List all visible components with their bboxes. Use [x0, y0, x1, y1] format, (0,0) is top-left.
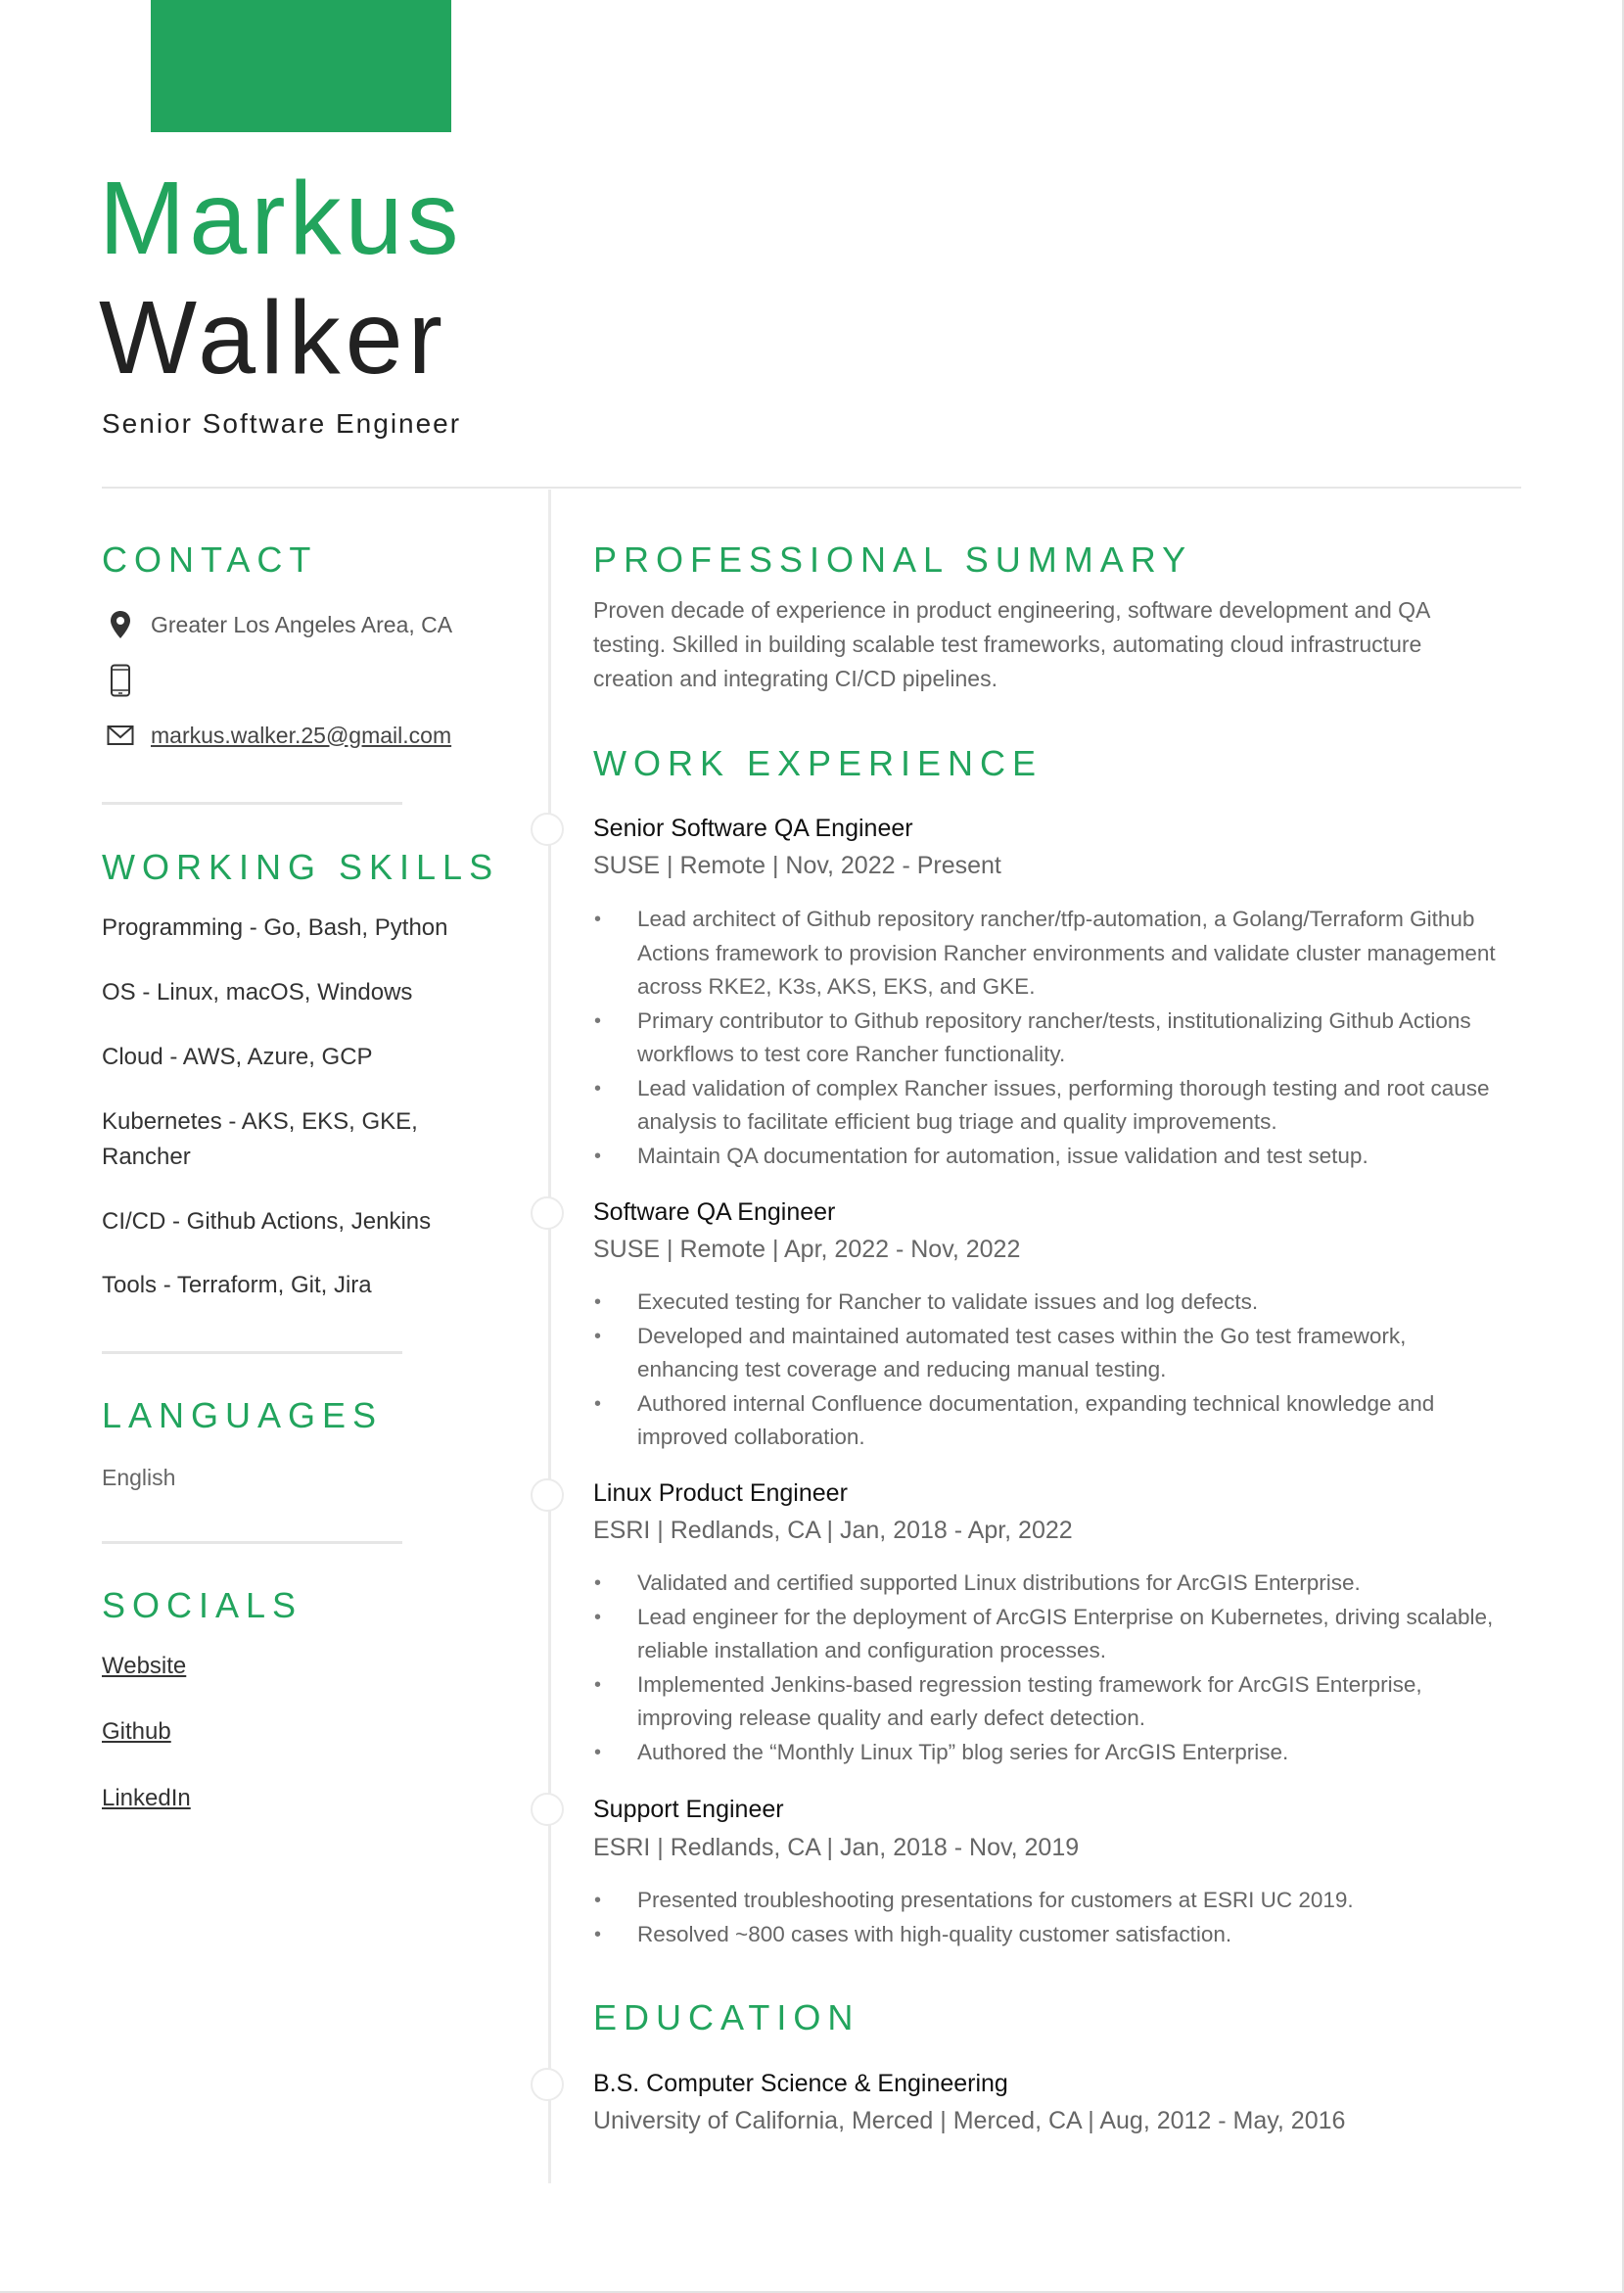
bullet-item: • Implemented Jenkins-based regression testing framework for ArcGIS Enterprise, improving release quality and early defect detection. — [637, 1668, 1504, 1736]
first-name: Markus — [99, 161, 463, 276]
last-name: Walker — [99, 280, 447, 396]
bullet-item: • Presented troubleshooting presentations for customers at ESRI UC 2019. — [637, 1884, 1504, 1918]
header-divider — [102, 487, 1521, 489]
contact-phone — [102, 664, 151, 697]
job-bullets — [593, 1567, 1504, 1769]
bullet-item: • Authored internal Confluence documentation, expanding technical knowledge and improved collaboration. — [637, 1387, 1504, 1455]
job-title: Senior Software QA Engineer — [593, 815, 913, 842]
sidebar-divider — [102, 1541, 402, 1544]
job-meta: ESRI | Redlands, CA | Jan, 2018 - Apr, 2022 — [593, 1517, 1073, 1544]
job-title: Linux Product Engineer — [593, 1479, 848, 1507]
bullet-item: • Maintain QA documentation for automation, issue validation and test setup. — [637, 1140, 1504, 1174]
job-meta: ESRI | Redlands, CA | Jan, 2018 - Nov, 2019 — [593, 1834, 1080, 1861]
timeline-node — [531, 813, 564, 846]
bullet-item: • Authored the “Monthly Linux Tip” blog series for ArcGIS Enterprise. — [637, 1736, 1504, 1770]
education-meta: University of California, Merced | Merced, CA | Aug, 2012 - May, 2016 — [593, 2107, 1346, 2134]
website-link[interactable]: Website — [102, 1653, 187, 1679]
bullet-item: • Executed testing for Rancher to validate issues and log defects. — [637, 1286, 1504, 1320]
languages-heading: LANGUAGES — [102, 1395, 384, 1435]
email-link[interactable]: markus.walker.25@gmail.com — [151, 722, 452, 748]
timeline-node — [531, 2068, 564, 2101]
job-bullets — [593, 1286, 1504, 1455]
education-heading: EDUCATION — [593, 1997, 860, 2037]
socials-heading: SOCIALS — [102, 1585, 303, 1625]
bullet-item: • Primary contributor to Github repository rancher/tests, institutionalizing Github Actions workflows to test core Rancher functionality. — [637, 1005, 1504, 1072]
job-title: Software QA Engineer — [593, 1198, 836, 1226]
sidebar-divider — [102, 802, 402, 805]
timeline-node — [531, 1478, 564, 1512]
bullet-item: • Lead validation of complex Rancher issues, performing thorough testing and root cause analysis to facilitate efficient bug triage and quality improvements. — [637, 1072, 1504, 1140]
location-text: Greater Los Angeles Area, CA — [151, 611, 453, 637]
language-item: English — [102, 1465, 176, 1490]
contact-email — [102, 719, 451, 752]
phone-icon — [102, 664, 139, 697]
job-bullets — [593, 1884, 1504, 1951]
sidebar-divider — [102, 1351, 402, 1354]
skill-item: OS - Linux, macOS, Windows — [102, 979, 413, 1006]
bullet-item: • Lead architect of Github repository rancher/tfp-automation, a Golang/Terraform Github Actions framework to provision Rancher environments and validate cluster management across RKE2, K3s, AKS, EKS, and GKE. — [637, 903, 1504, 1005]
bullet-item: • Resolved ~800 cases with high-quality customer satisfaction. — [637, 1918, 1504, 1952]
experience-heading: WORK EXPERIENCE — [593, 743, 1044, 783]
job-bullets — [593, 903, 1504, 1173]
contact-location — [102, 608, 452, 641]
contact-heading: CONTACT — [102, 539, 318, 580]
timeline-line — [548, 490, 551, 2183]
degree-title: B.S. Computer Science & Engineering — [593, 2070, 1008, 2097]
bullet-item: • Developed and maintained automated test cases within the Go test framework, enhancing test coverage and reducing manual testing. — [637, 1320, 1504, 1387]
summary-heading: PROFESSIONAL SUMMARY — [593, 539, 1193, 580]
envelope-icon — [102, 719, 139, 752]
job-title: Senior Software Engineer — [102, 408, 462, 439]
job-title: Support Engineer — [593, 1796, 784, 1823]
map-pin-icon — [102, 608, 139, 641]
bullet-item: • Lead engineer for the deployment of ArcGIS Enterprise on Kubernetes, driving scalable, reliable installation and configuration processes. — [637, 1601, 1504, 1668]
skills-heading: WORKING SKILLS — [102, 847, 500, 887]
job-meta: SUSE | Remote | Nov, 2022 - Present — [593, 852, 1001, 879]
skill-item: Kubernetes - AKS, EKS, GKE, Rancher — [102, 1108, 418, 1170]
timeline-node — [531, 1196, 564, 1230]
skill-item: CI/CD - Github Actions, Jenkins — [102, 1208, 432, 1235]
timeline-node — [531, 1793, 564, 1826]
skill-item: Programming - Go, Bash, Python — [102, 914, 448, 941]
summary-text: Proven decade of experience in product engineering, software development and QA testing. Skilled in building scalable test frameworks, automating cloud infrastructure creation and integrating CI/CD pipelines. — [593, 597, 1430, 691]
bullet-item: • Validated and certified supported Linux distributions for ArcGIS Enterprise. — [637, 1567, 1504, 1601]
skill-item: Tools - Terraform, Git, Jira — [102, 1272, 372, 1298]
skill-item: Cloud - AWS, Azure, GCP — [102, 1044, 373, 1070]
accent-block — [151, 0, 451, 132]
job-meta: SUSE | Remote | Apr, 2022 - Nov, 2022 — [593, 1236, 1021, 1263]
github-link[interactable]: Github — [102, 1718, 171, 1745]
linkedin-link[interactable]: LinkedIn — [102, 1785, 191, 1811]
